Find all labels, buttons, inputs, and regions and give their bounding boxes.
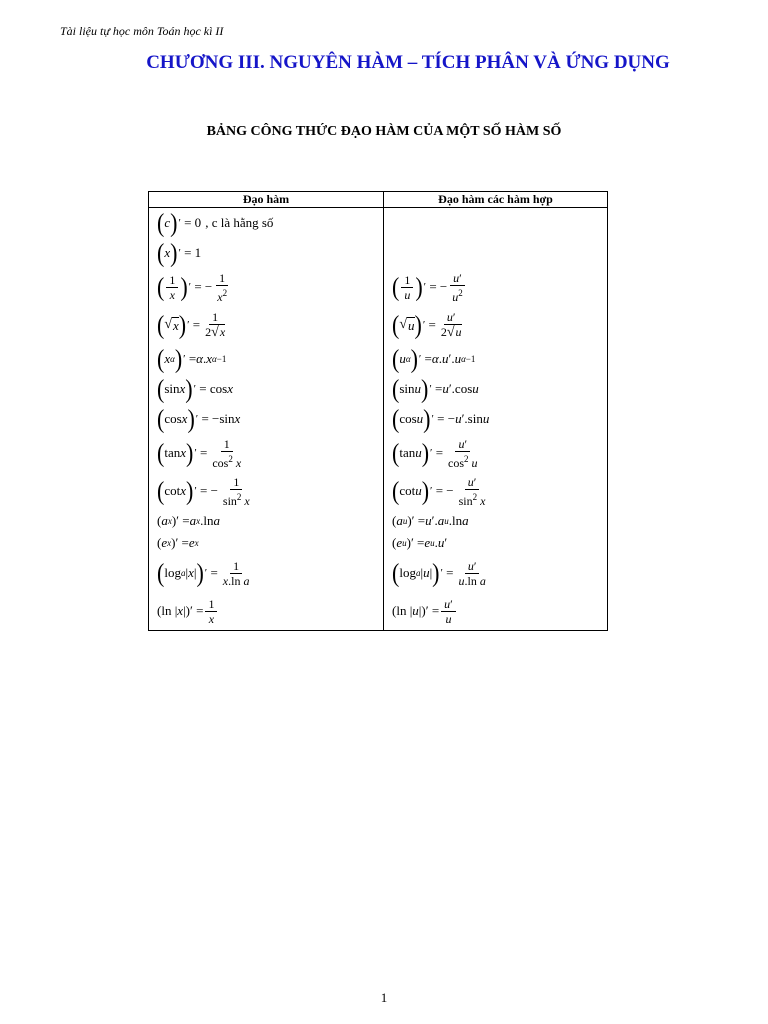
column-header-composite: Đạo hàm các hàm hợp (384, 192, 608, 208)
formula-sqrt: ( √ x ) ′ = $\frac{1}{2√x}$ (157, 309, 226, 340)
composite-sqrt: ( √ u ) ′ = $\frac{u'}{2√u}$ (392, 309, 462, 340)
document-header: Tài liệu tự học môn Toán học kì II (60, 24, 224, 38)
composite-derivatives-cell (384, 208, 608, 631)
formula-log: ( log a | x | ) ′ = $\frac{1}{\text{x.ln a}}$ (157, 557, 250, 588)
formula-identity: ( x ) ′ = 1 (157, 237, 202, 268)
composite-ln: (ln | u |)′ = $\frac{u'}{u}$ (384, 592, 607, 630)
formula-reciprocal: ( $\frac{1}{x}$ ) ′ = − $\frac{1}{x^2}$ (157, 270, 228, 304)
formula-constant: ( c ) ′ = 0 , c là hằng số (157, 207, 274, 238)
composite-log: ( log a | u | ) ′ = $\frac{u'}{\text{u.ln a}}$ (392, 557, 486, 588)
chapter-title: CHƯƠNG III. NGUYÊN HÀM – TÍCH PHÂN VÀ ỨNG DỤNG (146, 52, 670, 73)
formula-exponential-e: ( e x )′ = e x (157, 535, 199, 550)
composite-power: ( u α ) ′ = α . u ′. u α−1 (392, 343, 476, 374)
derivative-formula-table (148, 191, 608, 631)
composite-cot: ( cot u ) ′ = − $\frac{u'}{\sin^2 x}$ (392, 474, 486, 508)
page-number: 1 (380, 990, 388, 1005)
composite-exponential-e: ( e u )′ = e u . u ′ (392, 535, 448, 550)
formula-cos: ( cos x ) ′ = −sin x (157, 403, 241, 434)
composite-sin: ( sin u ) ′ = u ′.cos u (392, 373, 479, 404)
column-header-basic: Đạo hàm (149, 192, 384, 208)
composite-reciprocal: ( $\frac{1}{u}$ ) ′ = − $\frac{u'}{u^2}$ (384, 268, 607, 306)
formula-exponential-a: ( a x )′ = a x .ln a (157, 513, 220, 528)
composite-tan: ( tan u ) ′ = $\frac{u'}{\cos^2 u}$ (392, 436, 478, 470)
formula-power: ( x α ) ′ = α . x α−1 (157, 343, 227, 374)
formula-cot: ( cot x ) ′ = − $\frac{1}{\sin^2 x}$ (157, 474, 250, 508)
composite-cos: ( cos u ) ′ = − u ′.sin u (392, 403, 490, 434)
basic-derivatives-cell (149, 208, 384, 631)
formula-ln: (ln | x |)′ = $\frac{1}{x}$ (149, 592, 383, 630)
formula-tan: ( tan x ) ′ = $\frac{1}{\cos^2 x}$ (157, 436, 242, 470)
composite-exponential-a: ( a u )′ = u ′. a u .ln a (392, 513, 469, 528)
constant-note: , c là hằng số (205, 215, 274, 230)
formula-sin: ( sin x ) ′ = cos x (157, 373, 233, 404)
section-title: BẢNG CÔNG THỨC ĐẠO HÀM CỦA MỘT SỐ HÀM SỐ (206, 124, 562, 139)
